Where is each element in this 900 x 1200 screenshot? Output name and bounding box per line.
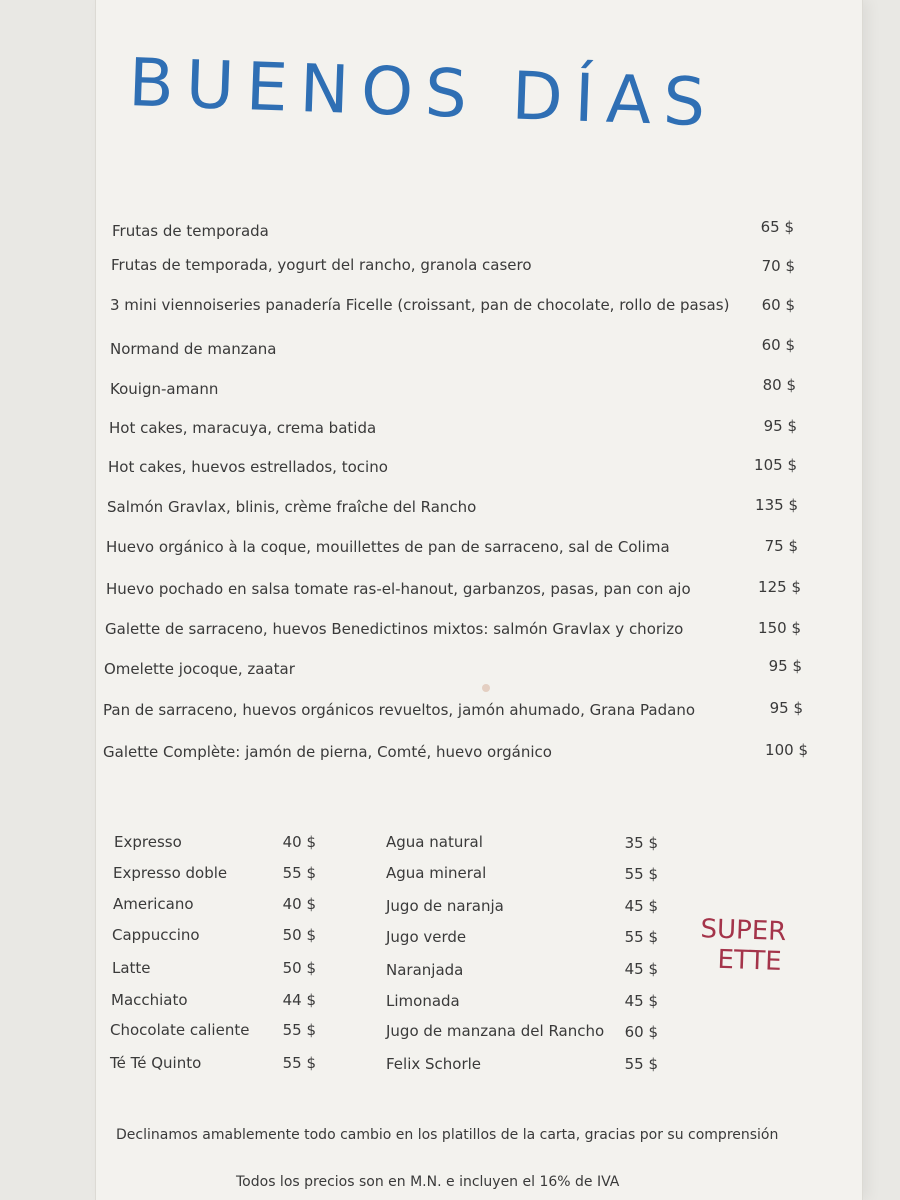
logo-line-1: SUPER (700, 914, 787, 948)
coffee-price: 40 $ (282, 895, 316, 913)
drink-price: 45 $ (624, 992, 658, 1010)
superette-logo (699, 914, 811, 978)
price-tax-note: Todos los precios son en M.N. e incluyen el 16% de IVA (236, 1174, 620, 1190)
dish-name: Hot cakes, maracuya, crema batida (109, 419, 377, 437)
menu-card (96, 0, 862, 1200)
dish-price: 80 $ (762, 376, 796, 394)
dish-name: Hot cakes, huevos estrellados, tocino (108, 458, 388, 476)
coffee-name: Macchiato (111, 991, 188, 1009)
dish-price: 70 $ (761, 257, 795, 275)
drink-name: Felix Schorle (386, 1055, 482, 1073)
dish-price: 95 $ (763, 417, 797, 435)
dish-name: Frutas de temporada, yogurt del rancho, granola casero (111, 256, 532, 274)
dish-price: 75 $ (764, 537, 798, 555)
dish-name: Huevo orgánico à la coque, mouillettes de pan de sarraceno, sal de Colima (106, 538, 670, 556)
dish-price: 105 $ (754, 456, 797, 474)
coffee-price: 55 $ (282, 864, 316, 882)
drink-name: Agua mineral (386, 864, 487, 882)
dish-price: 150 $ (758, 619, 801, 637)
drink-name: Naranjada (386, 961, 464, 979)
drink-name: Jugo de naranja (386, 897, 504, 915)
drink-price: 45 $ (624, 960, 658, 978)
dish-name: Frutas de temporada (112, 222, 269, 240)
drink-name: Jugo de manzana del Rancho (386, 1022, 605, 1040)
coffee-name: Cappuccino (112, 926, 200, 944)
coffee-price: 55 $ (282, 1021, 316, 1039)
coffee-price: 50 $ (282, 926, 316, 944)
dish-name: Huevo pochado en salsa tomate ras-el-hanout, garbanzos, pasas, pan con ajo (106, 580, 691, 598)
dish-price: 60 $ (761, 296, 795, 314)
coffee-price: 44 $ (282, 991, 316, 1009)
drink-price: 35 $ (624, 834, 658, 852)
menu-title: BUENOS DÍAS (127, 44, 719, 142)
drink-price: 55 $ (624, 865, 658, 883)
drink-price: 55 $ (624, 928, 658, 946)
drink-price: 45 $ (624, 897, 658, 915)
coffee-name: Expresso (114, 833, 182, 851)
dish-price: 100 $ (765, 741, 808, 759)
dish-name: Kouign-amann (110, 380, 219, 398)
dish-name: Galette de sarraceno, huevos Benedictinos mixtos: salmón Gravlax y chorizo (105, 620, 684, 638)
dish-price: 60 $ (761, 336, 795, 354)
drink-name: Limonada (386, 992, 460, 1010)
coffee-price: 40 $ (282, 833, 316, 851)
dish-name: Normand de manzana (110, 340, 277, 358)
dish-name: Galette Complète: jamón de pierna, Comté, huevo orgánico (103, 743, 552, 761)
drink-price: 60 $ (624, 1023, 658, 1041)
dish-price: 135 $ (755, 496, 798, 514)
dish-price: 95 $ (768, 657, 802, 675)
drink-price: 55 $ (624, 1055, 658, 1073)
no-changes-note: Declinamos amablemente todo cambio en los platillos de la carta, gracias por su comprensión (116, 1127, 779, 1143)
coffee-price: 55 $ (282, 1054, 316, 1072)
drink-name: Jugo verde (386, 928, 467, 946)
dish-name: 3 mini viennoiseries panadería Ficelle (croissant, pan de chocolate, rollo de pasas) (110, 296, 730, 314)
paper-stain (482, 684, 490, 692)
dish-name: Omelette jocoque, zaatar (104, 660, 295, 678)
logo-line-2: ETTE (716, 944, 783, 977)
coffee-price: 50 $ (282, 959, 316, 977)
coffee-name: Latte (112, 959, 151, 977)
coffee-name: Expresso doble (113, 864, 228, 882)
dish-price: 125 $ (758, 578, 801, 596)
coffee-name: Americano (113, 895, 194, 913)
dish-price: 65 $ (760, 218, 794, 236)
coffee-name: Té Té Quinto (110, 1054, 202, 1072)
dish-name: Pan de sarraceno, huevos orgánicos revueltos, jamón ahumado, Grana Padano (103, 701, 696, 719)
dish-name: Salmón Gravlax, blinis, crème fraîche del Rancho (107, 498, 477, 516)
dish-price: 95 $ (769, 699, 803, 717)
coffee-name: Chocolate caliente (110, 1021, 250, 1039)
drink-name: Agua natural (386, 833, 483, 851)
